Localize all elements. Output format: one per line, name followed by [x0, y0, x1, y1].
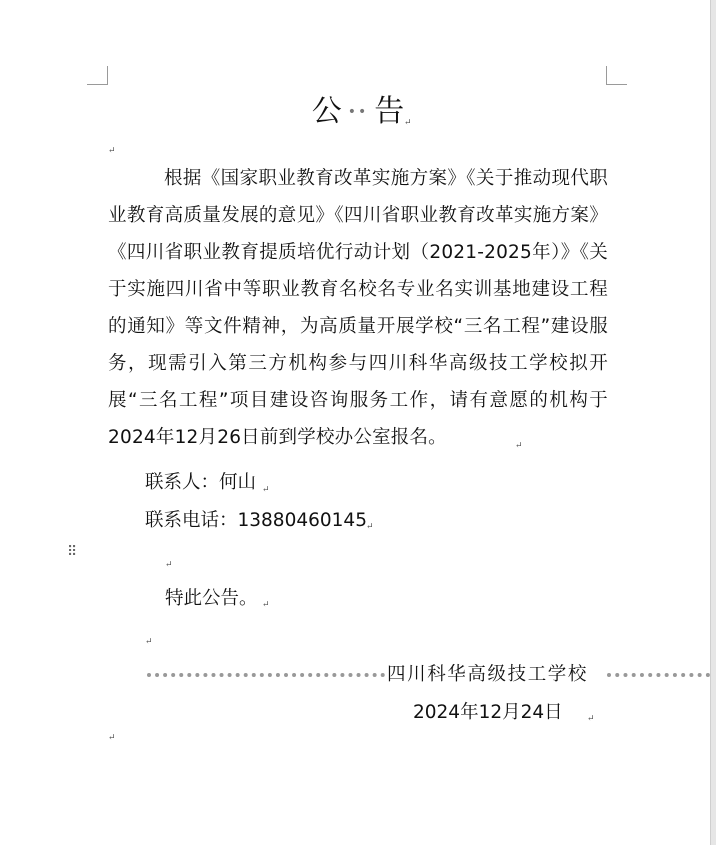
title-char-left: 公	[311, 93, 342, 129]
paragraph-mark-icon: ↵	[515, 441, 523, 451]
paragraph-mark-icon: ↵	[404, 118, 412, 128]
margin-corner-top-right	[606, 66, 627, 85]
space-marker-dots: ••	[347, 103, 369, 120]
closing-text[interactable]: 特此公告。	[165, 588, 258, 609]
move-handle-icon[interactable]: ⠿	[67, 544, 78, 560]
paragraph-mark-icon: ↵	[587, 714, 595, 724]
signature-organization[interactable]: 四川科华高级技工学校	[385, 660, 590, 690]
paragraph-mark-icon: ↵	[366, 522, 374, 532]
signature-leader-dots	[147, 673, 385, 681]
paragraph-mark-icon: ↵	[262, 485, 270, 495]
paragraph-mark-icon: ↵	[262, 600, 270, 610]
document-title[interactable]	[0, 90, 716, 133]
margin-corner-top-left	[87, 66, 108, 85]
paragraph-mark-icon: ↵	[108, 733, 116, 743]
paragraph-mark-icon: ↵	[165, 560, 173, 570]
body-paragraph[interactable]: 根据《国家职业教育改革实施方案》《关于推动现代职业教育高质量发展的意见》《四川省职业教育改革实施方案》《四川省职业教育提质培优行动计划（2021-2025年）》《关于实施四川省中等职业教育名校名专业名实训基地建设工程的通知》等文件精神，为高质量开展学校“三名工程”建设服务，现需引入第三方机构参与四川科华高级技工学校拟开展“三名工程”项目建设咨询服务工作，请有意愿的机构于2024年12月26日前到学校办公室报名。	[108, 168, 608, 448]
contact-phone[interactable]: 联系电话：13880460145	[145, 510, 367, 531]
contact-person[interactable]: 联系人：何山	[145, 472, 257, 493]
signature-trailing-dots	[607, 673, 710, 681]
paragraph-mark-icon: ↵	[145, 637, 153, 647]
signature-date[interactable]: 2024年12月24日	[413, 702, 563, 723]
title-char-right: 告	[374, 93, 405, 129]
paragraph-mark-icon: ↵	[108, 146, 116, 156]
page-edge-scroll-region	[710, 0, 716, 845]
